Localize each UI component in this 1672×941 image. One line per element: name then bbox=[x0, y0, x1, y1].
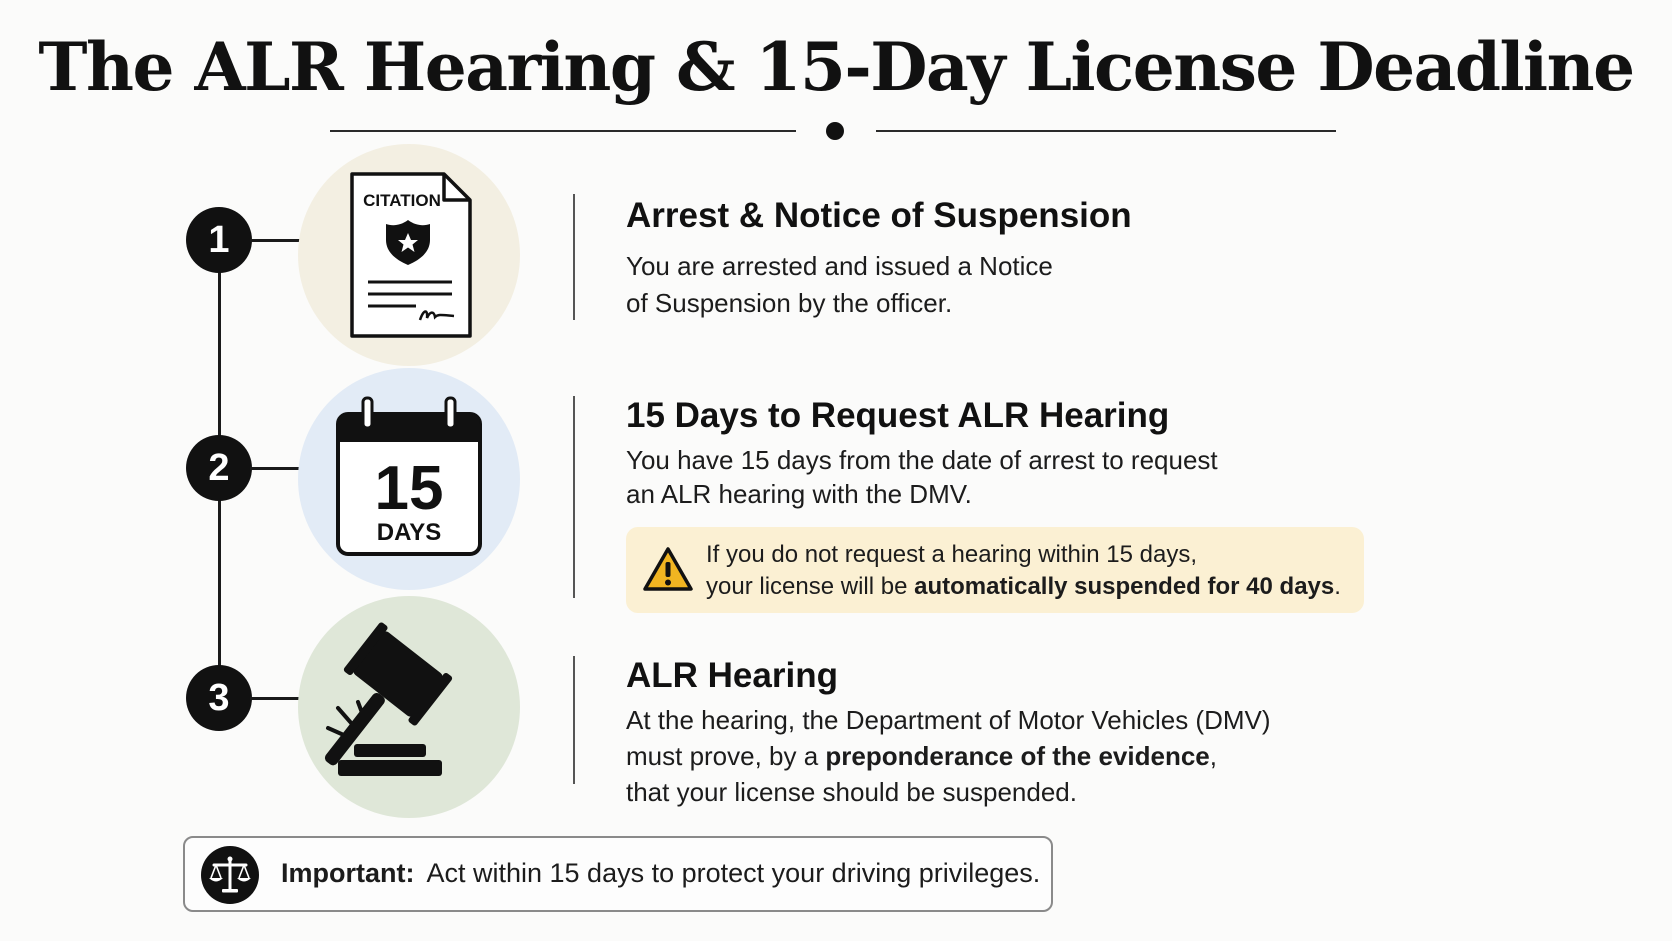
warning-line-2-suffix: . bbox=[1334, 573, 1341, 600]
step-3-heading: ALR Hearing bbox=[626, 656, 838, 695]
step-3-icon-circle bbox=[298, 596, 520, 818]
page-title: The ALR Hearing & 15-Day License Deadline bbox=[38, 28, 1634, 106]
step-3-line-2-suffix: , bbox=[1209, 741, 1217, 771]
warning-line-2-prefix: your license will be bbox=[706, 573, 915, 600]
important-label: Important: bbox=[281, 858, 415, 888]
warning-icon bbox=[642, 545, 694, 593]
step-1-connector bbox=[250, 239, 302, 242]
step-3-line-1: At the hearing, the Department of Motor Vehicles (DMV) bbox=[626, 705, 1271, 735]
step-3-number: 3 bbox=[186, 665, 252, 731]
title-divider-right bbox=[876, 130, 1336, 132]
step-3-connector bbox=[250, 697, 302, 700]
title-divider-left bbox=[330, 130, 796, 132]
calendar-label: DAYS bbox=[376, 519, 442, 546]
step-2-icon-circle bbox=[298, 368, 520, 590]
step-3-description bbox=[626, 702, 1271, 810]
step-2-line: You have 15 days from the date of arrest to request bbox=[626, 445, 1218, 475]
scales-of-justice-icon bbox=[201, 846, 259, 904]
citation-label: CITATION bbox=[363, 191, 441, 210]
calendar-number: 15 bbox=[374, 454, 444, 523]
gavel-icon bbox=[298, 596, 520, 818]
step-1-line: You are arrested and issued a Notice bbox=[626, 251, 1053, 281]
step-1-description bbox=[626, 248, 1053, 322]
step-2-divider bbox=[573, 396, 575, 598]
calendar-icon bbox=[298, 368, 520, 590]
step-3-divider bbox=[573, 656, 575, 784]
step-2-connector bbox=[250, 467, 302, 470]
step-1-icon-circle bbox=[298, 144, 520, 366]
step-3-line-3: that your license should be suspended. bbox=[626, 777, 1077, 807]
important-text bbox=[281, 858, 1040, 889]
step-1-number: 1 bbox=[186, 207, 252, 273]
step-1-divider bbox=[573, 194, 575, 320]
step-2-line: an ALR hearing with the DMV. bbox=[626, 479, 972, 509]
step-3-line-2 bbox=[626, 738, 1271, 774]
step-3-emphasis: preponderance of the evidence bbox=[825, 741, 1210, 771]
warning-line-2 bbox=[706, 571, 1341, 603]
important-message: Act within 15 days to protect your driving privileges. bbox=[426, 858, 1041, 888]
step-1-heading: Arrest & Notice of Suspension bbox=[626, 196, 1132, 235]
citation-document-icon bbox=[298, 144, 520, 366]
warning-emphasis: automatically suspended for 40 days bbox=[914, 573, 1335, 600]
title-divider-dot bbox=[826, 122, 844, 140]
step-2-description bbox=[626, 443, 1218, 511]
step-2-number: 2 bbox=[186, 435, 252, 501]
warning-text bbox=[706, 539, 1341, 603]
step-2-heading: 15 Days to Request ALR Hearing bbox=[626, 396, 1170, 435]
step-3-line-2-prefix: must prove, by a bbox=[626, 741, 826, 771]
important-callout bbox=[183, 836, 1053, 912]
warning-line-1: If you do not request a hearing within 15 days, bbox=[706, 541, 1197, 568]
step-1-line: of Suspension by the officer. bbox=[626, 288, 953, 318]
warning-callout bbox=[626, 527, 1364, 613]
